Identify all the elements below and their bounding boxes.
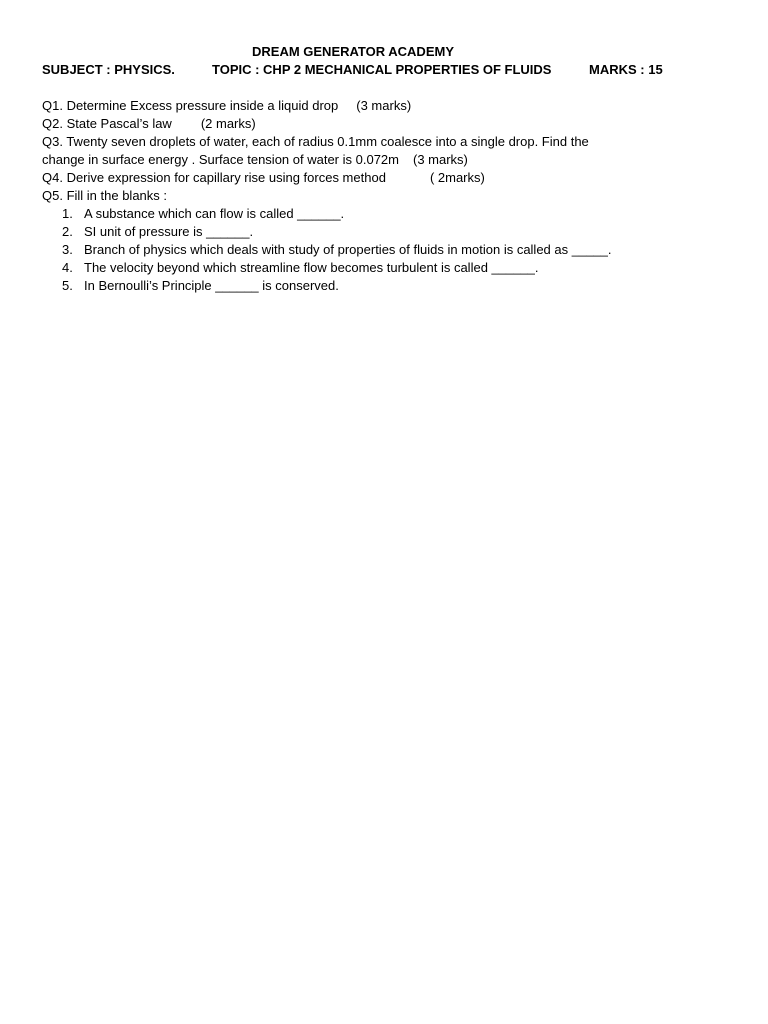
question-4-text: Q4. Derive expression for capillary rise using forces method bbox=[42, 170, 386, 185]
list-item-number: 1. bbox=[62, 206, 73, 221]
list-item-text: In Bernoulli’s Principle ______ is conserved. bbox=[84, 278, 339, 293]
list-item bbox=[62, 277, 732, 295]
subject-label: SUBJECT : PHYSICS. bbox=[42, 62, 175, 77]
questions-section bbox=[42, 97, 732, 295]
question-5-text: Q5. Fill in the blanks : bbox=[42, 188, 167, 203]
list-item-number: 5. bbox=[62, 278, 73, 293]
list-item-text: Branch of physics which deals with study of properties of fluids in motion is called as _____. bbox=[84, 242, 612, 257]
fill-blanks-list bbox=[42, 205, 732, 295]
topic-label: TOPIC : CHP 2 MECHANICAL PROPERTIES OF FLUIDS bbox=[212, 62, 552, 77]
list-item bbox=[62, 205, 732, 223]
list-item-number: 4. bbox=[62, 260, 73, 275]
question-2-marks: (2 marks) bbox=[200, 116, 256, 131]
question-4 bbox=[42, 169, 732, 187]
question-3-text: Q3. Twenty seven droplets of water, each of radius 0.1mm coalesce into a single drop. Find the change in surface energy . Surface tension of water is 0.072m bbox=[42, 134, 589, 167]
list-item-text: SI unit of pressure is ______. bbox=[84, 224, 254, 239]
question-1-text: Q1. Determine Excess pressure inside a liquid drop bbox=[42, 98, 339, 113]
list-item-text: The velocity beyond which streamline flow becomes turbulent is called ______. bbox=[84, 260, 539, 275]
list-item bbox=[62, 259, 732, 277]
list-item-text: A substance which can flow is called ______. bbox=[84, 206, 345, 221]
header-row bbox=[42, 62, 682, 80]
list-item-number: 3. bbox=[62, 242, 73, 257]
question-4-marks: ( 2marks) bbox=[429, 170, 485, 185]
question-3 bbox=[42, 133, 632, 169]
question-5 bbox=[42, 187, 732, 205]
question-2-text: Q2. State Pascal’s law bbox=[42, 116, 172, 131]
list-item-number: 2. bbox=[62, 224, 73, 239]
list-item bbox=[62, 241, 732, 259]
academy-title: DREAM GENERATOR ACADEMY bbox=[252, 44, 454, 59]
marks-label: MARKS : 15 bbox=[589, 62, 663, 77]
question-1-marks: (3 marks) bbox=[356, 98, 412, 113]
question-1 bbox=[42, 97, 732, 115]
question-2 bbox=[42, 115, 732, 133]
question-3-marks: (3 marks) bbox=[412, 152, 468, 167]
list-item bbox=[62, 223, 732, 241]
